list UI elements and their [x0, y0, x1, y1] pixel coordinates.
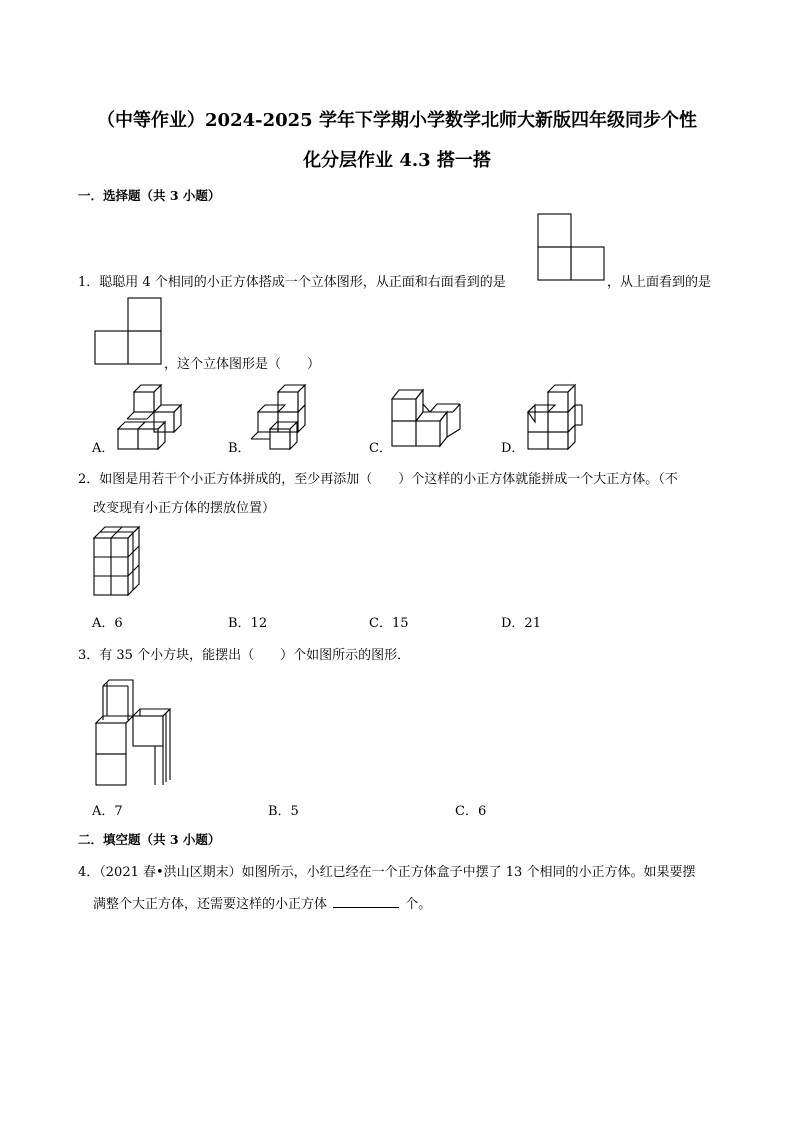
q3-block-figure	[93, 676, 183, 788]
question-4-line1: 4．（2021 春•洪山区期末）如图所示，小红已经在一个正方体盒子中摆了 13 个相同的小正方体。如果要摆	[78, 865, 696, 880]
q3-option-a[interactable]: A．7	[92, 804, 123, 819]
question-3-text: 3．有 35 个小方块，能摆出（ ）个如图所示的图形．	[78, 648, 411, 663]
page-title-line2: 化分层作业 4.3 搭一搭	[303, 150, 491, 171]
question-1-text-a: 1．聪聪用 4 个相同的小正方体搭成一个立体图形，从正面和右面看到的是	[78, 275, 506, 290]
q2-option-d[interactable]: D．21	[501, 616, 541, 631]
question-4-line2-b: 个。	[405, 897, 432, 912]
question-4-line2	[93, 893, 431, 912]
q2-option-a[interactable]: A．6	[92, 616, 123, 631]
section-heading-choice: 一．选择题（共 3 小题）	[78, 188, 221, 203]
question-4-line2-a: 满整个大正方体，还需要这样的小正方体	[93, 897, 328, 912]
q1-option-b-figure[interactable]	[250, 382, 322, 452]
question-1-text-c: ，这个立体图形是（ ）	[164, 357, 321, 372]
q1-option-b-label: B．	[228, 441, 251, 456]
q1-option-c-label: C．	[369, 441, 392, 456]
question-2-line1: 2．如图是用若干个小正方体拼成的，至少再添加（ ）个这样的小正方体就能拼成一个大正方体。（不	[78, 472, 678, 487]
question-1-text-b: ，从上面看到的是	[607, 275, 712, 290]
question-2-line2: 改变现有小正方体的摆放位置）	[93, 501, 276, 516]
answer-blank[interactable]	[333, 895, 399, 908]
section-heading-fill: 二．填空题（共 3 小题）	[78, 832, 221, 847]
page-title-line1: （中等作业）2024-2025 学年下学期小学数学北师大新版四年级同步个性	[97, 110, 697, 131]
front-right-view-figure	[537, 213, 605, 283]
q2-option-c[interactable]: C．15	[369, 616, 409, 631]
q1-option-a-label: A．	[92, 441, 115, 456]
q3-option-c[interactable]: C．6	[455, 804, 487, 819]
q1-option-d-figure[interactable]	[520, 382, 592, 452]
q1-option-c-figure[interactable]	[390, 382, 465, 452]
q2-cube-stack-figure	[93, 526, 141, 598]
top-view-figure	[94, 297, 162, 367]
q3-option-b[interactable]: B．5	[268, 804, 299, 819]
q1-option-a-figure[interactable]	[117, 382, 189, 452]
q2-option-b[interactable]: B．12	[228, 616, 268, 631]
q1-option-d-label: D．	[501, 441, 525, 456]
